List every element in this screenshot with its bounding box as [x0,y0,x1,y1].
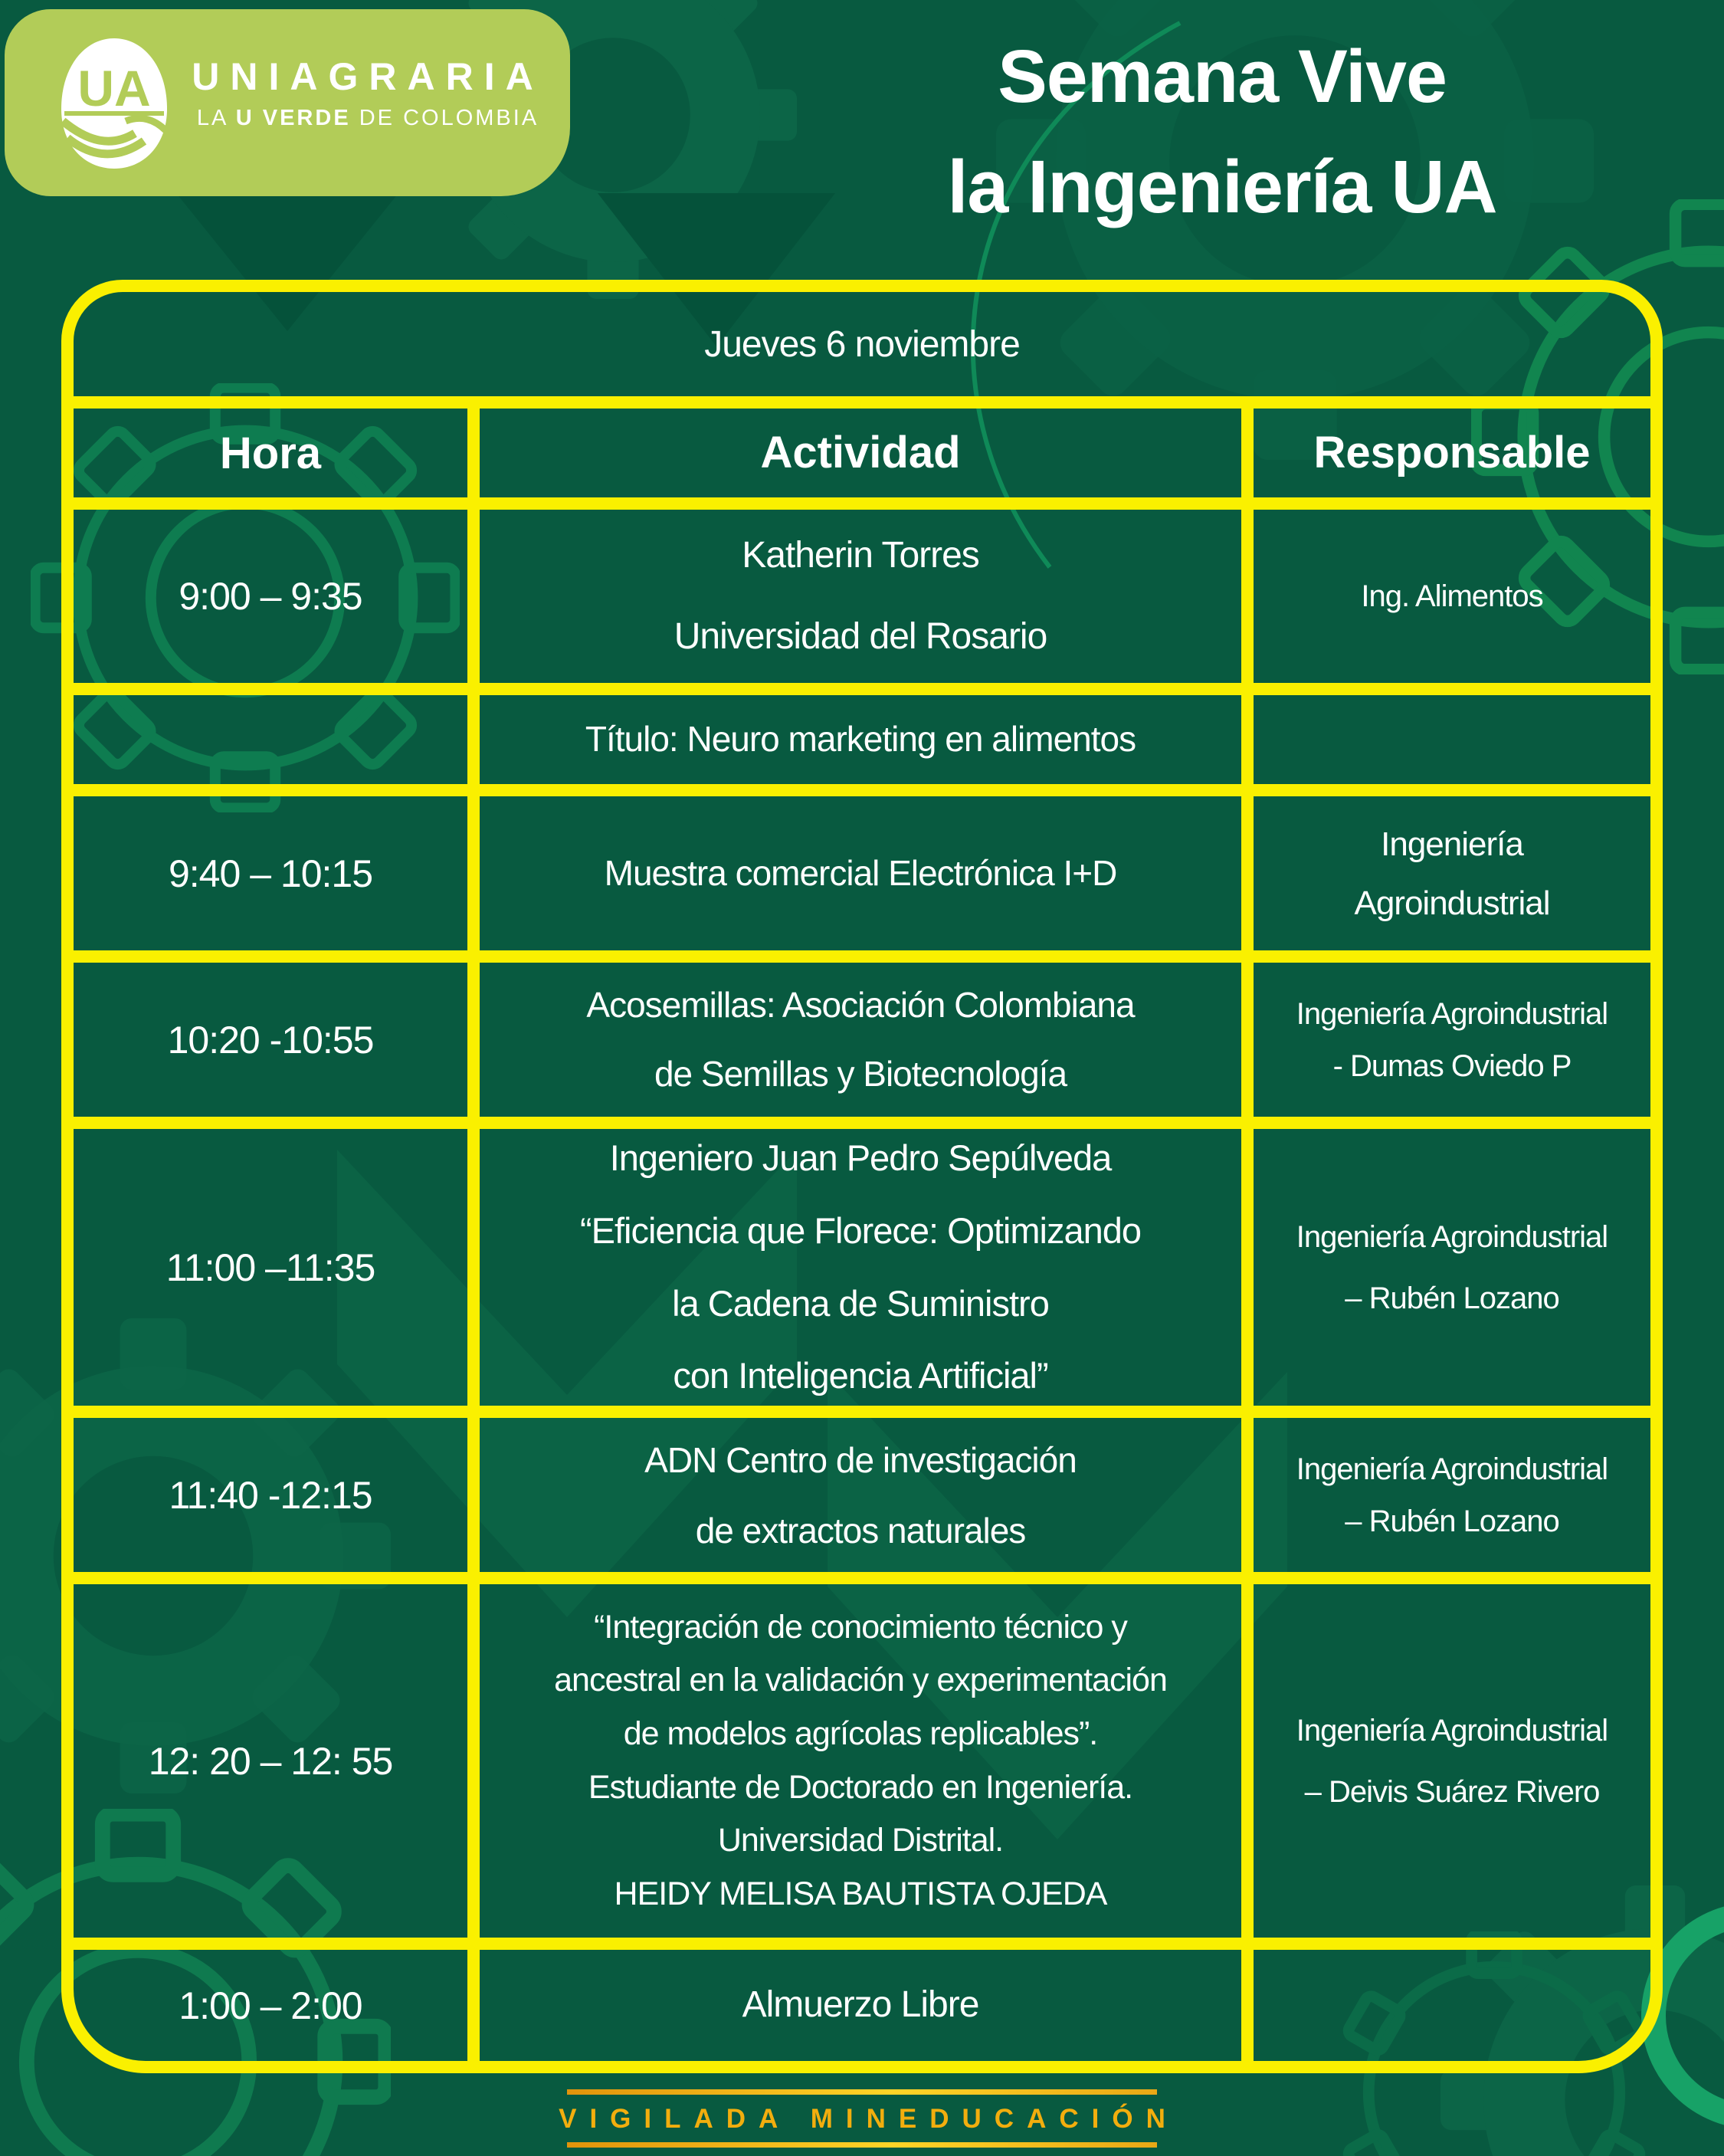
date-header-row [74,292,1650,409]
table-row [74,1584,1650,1950]
cell-actividad: “Integración de conocimiento técnico y ancestral en la validación y experimentación de modelos agrícolas replicables”. Estudiante de Doctorado en Ingeniería. Universidad Distrital. HEIDY MELISA BAUTISTA OJEDA [480,1584,1254,1938]
uniagraria-logo-icon [58,35,170,172]
cell-responsable [1254,1950,1650,2061]
svg-text:UA: UA [77,60,151,116]
column-header-hora: Hora [74,409,480,497]
cell-hora: 11:00 –11:35 [74,1129,480,1406]
cell-responsable: Ingeniería Agroindustrial [1354,825,1550,922]
table-row [74,1950,1650,2061]
cell-responsable: Ingeniería Agroindustrial – Rubén Lozano [1296,1452,1608,1538]
cell-responsable [1254,695,1650,784]
table-row [74,695,1650,796]
table-row [74,796,1650,963]
cell-hora: 1:00 – 2:00 [74,1950,480,2061]
cell-hora [74,695,480,784]
cell-responsable: Ingeniería Agroindustrial – Deivis Suárez Rivero [1296,1713,1608,1809]
cell-actividad: Katherin Torres Universidad del Rosario [480,510,1254,683]
cell-hora: 9:40 – 10:15 [74,796,480,950]
footer-top-line [567,2089,1157,2095]
cell-actividad: Almuerzo Libre [480,1950,1254,2061]
tagline-prefix: LA [196,106,228,130]
cell-hora: 12: 20 – 12: 55 [74,1584,480,1938]
table-row [74,1418,1650,1584]
cell-responsable: Ingeniería Agroindustrial – Rubén Lozano [1296,1219,1608,1315]
column-header-row [74,409,1650,510]
column-header-actividad: Actividad [480,409,1254,497]
cell-actividad: Muestra comercial Electrónica I+D [480,796,1254,950]
cell-actividad: ADN Centro de investigación de extractos naturales [480,1418,1254,1572]
page-title [782,21,1663,241]
footer-text: VIGILADA MINEDUCACIÓN [559,2104,1178,2134]
cell-responsable: Ingeniería Agroindustrial - Dumas Oviedo P [1296,996,1608,1083]
cell-hora: 9:00 – 9:35 [74,510,480,683]
schedule-table [61,280,1663,2073]
cell-hora: 11:40 -12:15 [74,1418,480,1572]
brand-pill [5,9,570,196]
brand-tagline [172,106,564,131]
cell-actividad: Ingeniero Juan Pedro Sepúlveda “Eficiencia que Florece: Optimizando la Cadena de Suministro con Inteligencia Artificial” [480,1129,1254,1406]
cell-actividad: Título: Neuro marketing en alimentos [480,695,1254,784]
tagline-bold: U VERDE [235,106,351,130]
cell-hora: 10:20 -10:55 [74,963,480,1117]
cell-responsable: Ing. Alimentos [1361,579,1543,613]
column-header-responsable: Responsable [1313,427,1591,477]
cell-actividad: Acosemillas: Asociación Colombiana de Semillas y Biotecnología [480,963,1254,1117]
title-line-2: la Ingeniería UA [947,144,1497,228]
brand-name: UNIAGRARIA [192,55,544,98]
table-row [74,963,1650,1129]
date-header: Jueves 6 noviembre [704,323,1020,365]
title-line-1: Semana Vive [998,34,1447,118]
footer [0,2089,1724,2148]
table-row [74,1129,1650,1418]
table-row [74,510,1650,695]
tagline-suffix: DE COLOMBIA [359,106,539,130]
footer-bottom-line [567,2142,1157,2148]
